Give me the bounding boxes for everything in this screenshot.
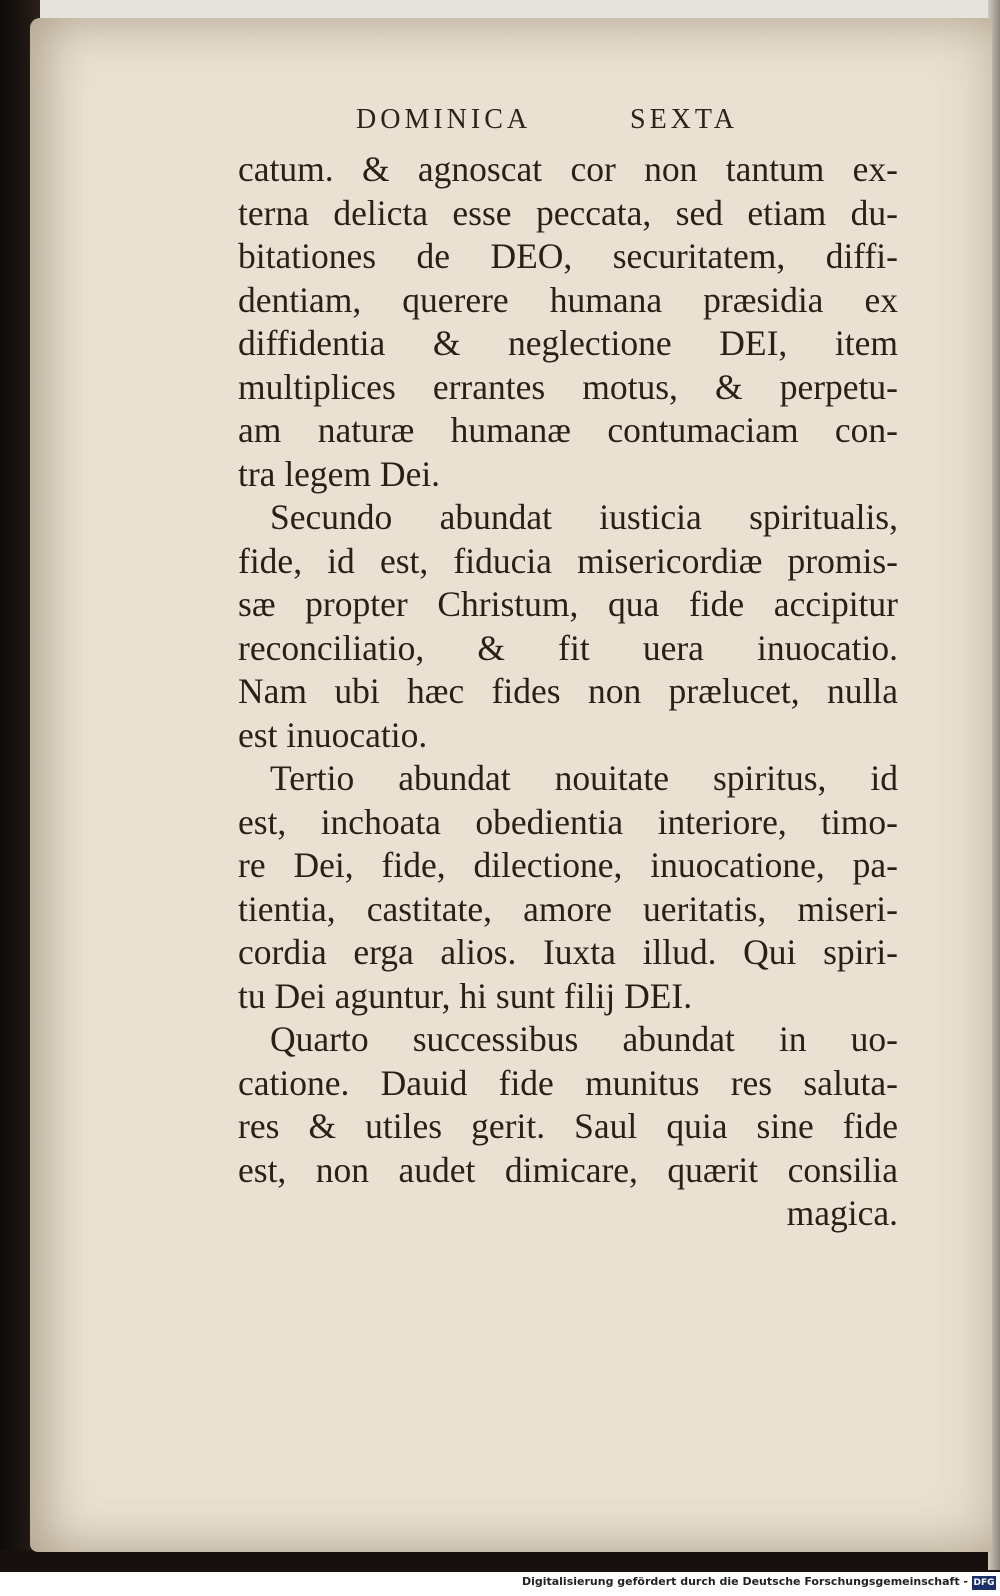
text-line: res & utiles gerit. Saul quia sine fide <box>238 1106 898 1146</box>
scan-background-bottom <box>0 1550 1000 1572</box>
text-line: reconciliatio, & fit uera inuocatio. <box>238 627 898 668</box>
running-head <box>238 98 898 148</box>
running-head-left: DOMINICA <box>356 104 532 135</box>
text-line: Quarto successibus abundat in uo- <box>270 1019 898 1059</box>
text-line: terna delicta esse peccata, sed etiam du- <box>238 192 898 233</box>
text-line: catione. Dauid fide munitus res saluta- <box>238 1062 898 1103</box>
running-head-right: SEXTA <box>630 104 738 135</box>
dfg-logo: DFG <box>973 1578 995 1588</box>
page-text <box>238 98 898 1236</box>
text-line: Nam ubi hæc fides non prælucet, nulla <box>238 671 898 711</box>
text-line: tientia, castitate, amore ueritatis, miseri- <box>238 888 898 929</box>
text-line: cordia erga alios. Iuxta illud. Qui spiri- <box>238 932 898 972</box>
text-line: Tertio abundat nouitate spiritus, id <box>270 758 898 798</box>
text-lines <box>238 148 898 1236</box>
text-line: catum. & agnoscat cor non tantum ex- <box>238 149 898 189</box>
text-line: dentiam, querere humana præsidia ex <box>238 279 898 320</box>
text-line: tra legem Dei. <box>238 453 441 494</box>
text-line: est inuocatio. <box>238 714 428 755</box>
footer-bar <box>0 1572 1000 1596</box>
text-line: bitationes de DEO, securitatem, diffi- <box>238 236 898 276</box>
text-line: magica. <box>786 1193 898 1233</box>
text-line: Secundo abundat iusticia spiritualis, <box>270 497 898 537</box>
text-line: diffidentia & neglectione DEI, item <box>238 323 898 363</box>
text-line: fide, id est, fiducia misericordiæ promis- <box>238 540 898 581</box>
text-line: est, inchoata obedientia interiore, timo- <box>238 801 898 842</box>
text-line: est, non audet dimicare, quærit consilia <box>238 1149 898 1190</box>
text-line: tu Dei aguntur, hi sunt filij DEI. <box>238 975 693 1016</box>
text-line: re Dei, fide, dilectione, inuocatione, pa- <box>238 845 898 885</box>
text-line: sæ propter Christum, qua fide accipitur <box>238 584 898 624</box>
text-line: am naturæ humanæ contumaciam con- <box>238 410 898 450</box>
footer-credit: Digitalisierung gefördert durch die Deutsche Forschungsgemeinschaft - <box>521 1575 968 1588</box>
text-line: multiplices errantes motus, & perpetu- <box>238 366 898 407</box>
